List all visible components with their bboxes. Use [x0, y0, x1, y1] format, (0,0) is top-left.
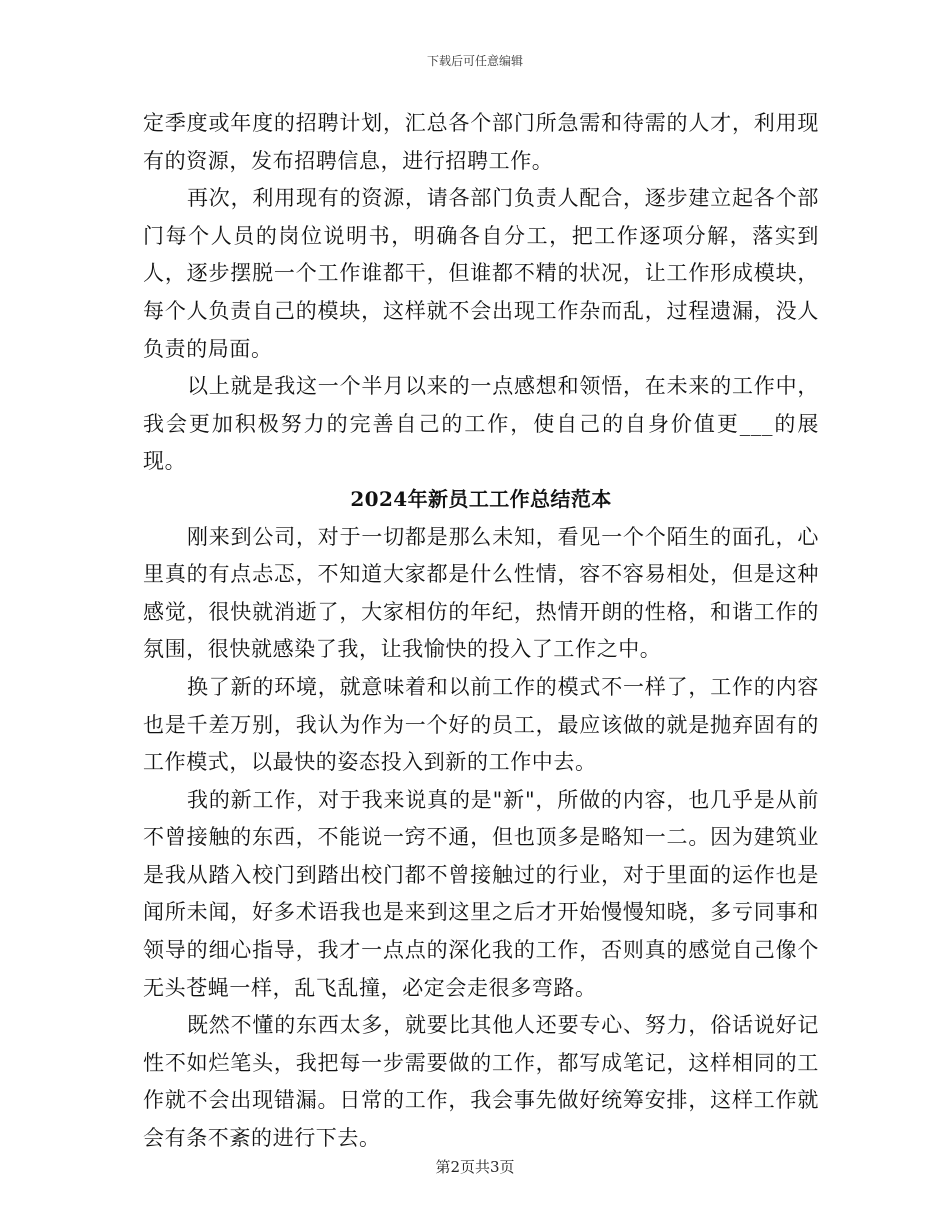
document-body [143, 105, 819, 1158]
page-number: 第2页共3页 [435, 1158, 515, 1176]
page-header-note: 下载后可任意编辑 [426, 54, 523, 68]
paragraph-diligence: 既然不懂的东西太多，就要比其他人还要专心、努力，俗话说好记性不如烂笔头，我把每一步需要做的工作，都写成笔记，这样相同的工作就不会出现错漏。日常的工作，我会事先做好统筹安排，这样工作就会有条不紊的进行下去。 [143, 1013, 819, 1151]
section-title: 2024年新员工工作总结范本 [350, 486, 612, 511]
paragraph-arrival: 刚来到公司，对于一切都是那么未知，看见一个个陌生的面孔，心里真的有点忐忑，不知道大家都是什么性情，容不容易相处，但是这种感觉，很快就消逝了，大家相仿的年纪，热情开朗的性格，和谐工作的氛围，很快就感染了我，让我愉快的投入了工作之中。 [143, 524, 819, 662]
paragraph-conclusion: 以上就是我这一个半月以来的一点感想和领悟，在未来的工作中，我会更加积极努力的完善自己的工作，使自己的自身价值更___的展现。 [143, 374, 819, 474]
paragraph-new-environment: 换了新的环境，就意味着和以前工作的模式不一样了，工作的内容也是千差万别，我认为作为一个好的员工，最应该做的就是抛弃固有的工作模式，以最快的姿态投入到新的工作中去。 [143, 674, 819, 775]
paragraph-recruitment-plan: 定季度或年度的招聘计划，汇总各个部门所急需和待需的人才，利用现有的资源，发布招聘信息，进行招聘工作。 [143, 111, 819, 173]
paragraph-new-work: 我的新工作，对于我来说真的是"新"，所做的内容，也几乎是从前不曾接触的东西，不能说一窍不通，但也顶多是略知一二。因为建筑业是我从踏入校门到踏出校门都不曾接触过的行业，对于里面的运作也是闻所未闻，好多术语我也是来到这里之后才开始慢慢知晓，多亏同事和领导的细心指导，我才一点点的深化我的工作，否则真的感觉自己像个无头苍蝇一样，乱飞乱撞，必定会走很多弯路。 [143, 787, 819, 1000]
paragraph-job-descriptions: 再次，利用现有的资源，请各部门负责人配合，逐步建立起各个部门每个人员的岗位说明书，明确各自分工，把工作逐项分解，落实到人，逐步摆脱一个工作谁都干，但谁都不精的状况，让工作形成模块，每个人负责自己的模块，这样就不会出现工作杂而乱，过程遗漏，没人负责的局面。 [143, 186, 819, 361]
